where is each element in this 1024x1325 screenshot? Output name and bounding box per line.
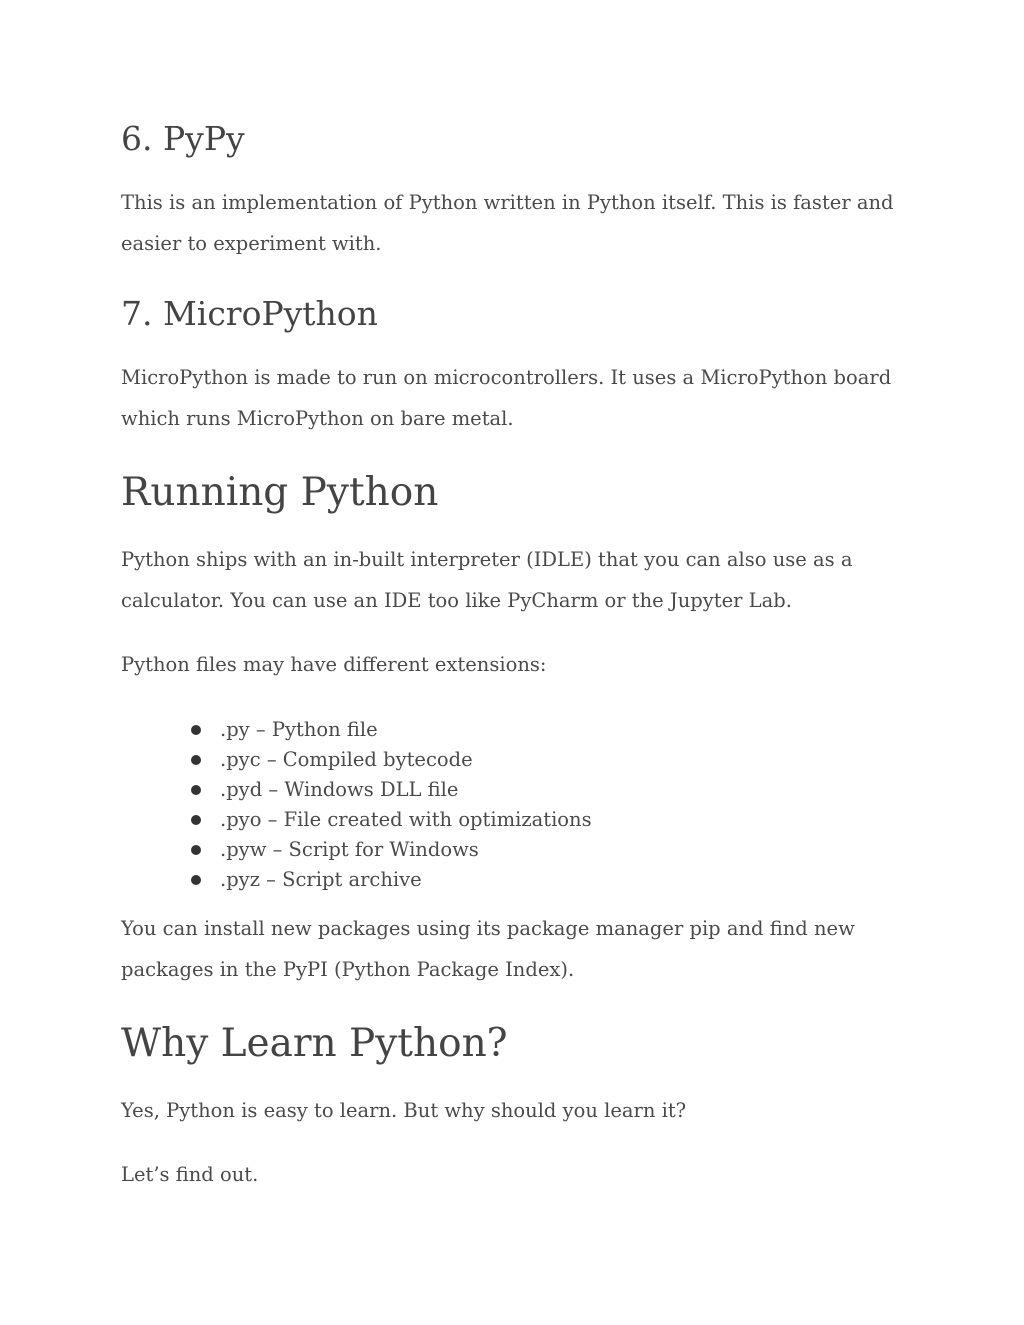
bullet-icon — [191, 725, 201, 735]
why-text: Yes, Python is easy to learn. But why should you learn it? — [121, 1099, 687, 1122]
list-item-text: .py – Python file — [220, 718, 378, 741]
list-item-text: .pyd – Windows DLL file — [220, 778, 459, 801]
list-item-text: .pyz – Script archive — [220, 868, 422, 891]
bullet-icon — [191, 815, 201, 825]
packages-text-line-1: You can install new packages using its package manager pip and find new — [121, 917, 855, 940]
list-item-text: .pyo – File created with optimizations — [220, 808, 592, 831]
packages-text-line-2: packages in the PyPI (Python Package Index). — [121, 958, 575, 981]
pypy-text-line-1: This is an implementation of Python written in Python itself. This is faster and — [121, 191, 894, 214]
pypy-text-line-2: easier to experiment with. — [121, 232, 382, 255]
micropython-text-line-1: MicroPython is made to run on microcontrollers. It uses a MicroPython board — [121, 366, 892, 389]
list-item — [187, 805, 592, 835]
bullet-icon — [191, 785, 201, 795]
list-item — [187, 865, 592, 895]
heading-why-learn-python: Why Learn Python? — [121, 1021, 508, 1066]
bullet-icon — [191, 755, 201, 765]
lets-find-out-text: Let’s find out. — [121, 1163, 259, 1186]
list-item-text: .pyc – Compiled bytecode — [220, 748, 473, 771]
heading-micropython: 7. MicroPython — [121, 294, 378, 333]
heading-pypy: 6. PyPy — [121, 119, 245, 158]
micropython-text-line-2: which runs MicroPython on bare metal. — [121, 407, 514, 430]
list-item — [187, 835, 592, 865]
heading-running-python: Running Python — [121, 470, 439, 515]
extensions-list — [187, 715, 592, 895]
list-item-text: .pyw – Script for Windows — [220, 838, 479, 861]
bullet-icon — [191, 845, 201, 855]
list-item — [187, 775, 592, 805]
running-text-line-2: calculator. You can use an IDE too like PyCharm or the Jupyter Lab. — [121, 589, 792, 612]
bullet-icon — [191, 875, 201, 885]
list-item — [187, 715, 592, 745]
running-text-line-1: Python ships with an in-built interpreter (IDLE) that you can also use as a — [121, 548, 853, 571]
extensions-intro: Python files may have different extensions: — [121, 653, 547, 676]
list-item — [187, 745, 592, 775]
